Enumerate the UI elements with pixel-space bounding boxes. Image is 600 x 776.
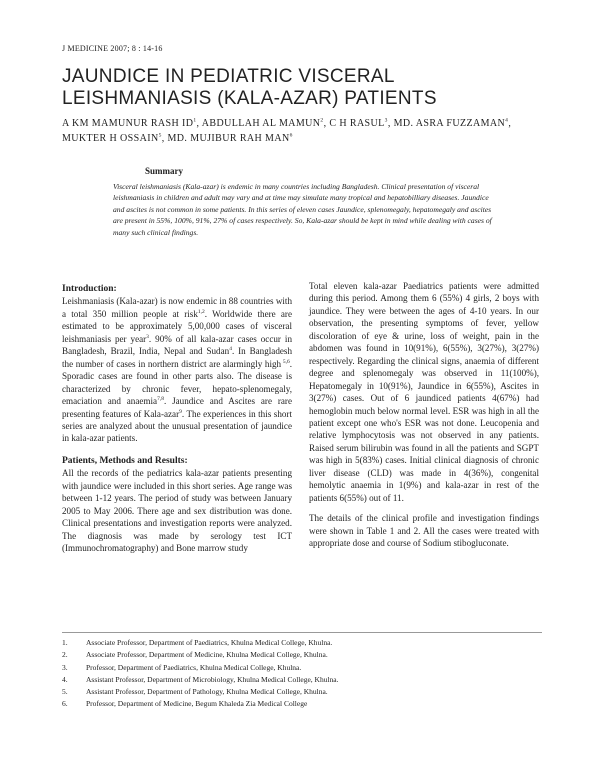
footnote-item: 2. Associate Professor, Department of Medicine, Khulna Medical College, Khulna.: [62, 650, 328, 660]
summary-text: Visceral leishmaniasis (Kala-azar) is endemic in many countries including Bangladesh. Clinical presentation of visceral leishmaniasis in children and adult may vary and at time may simulate many tropical and hepatobilliary diseases. Jaundice and ascites is not common in some patients. In this series of eleven cases Jaundice, splenomegaly, hepatomegaly and ascites are present in 55%, 100%, 91%, 27% of cases respectively. So, Kala-azar should be kept in mind while dealing with cases of many such clinical findings.: [113, 182, 492, 237]
results-paragraph: Total eleven kala-azar Paediatrics patients were admitted during this period. Among them 6 (55%) 4 girls, 2 boys with jaundice. They were between the ages of 4-10 years. In our observation, the presenting symptoms of fever, yellow discoloration of eye & urine, loss of weight, pain in the abdomen was found in 10(91%), 6(55%), 3(27%), 3(27%) respectively. Regarding the clinical signs, anaemia of different degree and splenomegaly was observed in 11(100%), Hepatomegaly in 10(91%), Jaundice in 6(55%), Ascites in 3(27%) cases. Out of 6 jaundiced patients 4(67%) had hemoglobin much below normal level. ESR was high in all the patient except one who's ESR was not done. Leucopenia and relative lymphocytosis was not observed in any patients. Raised serum bilirubin was found in all the patients and SGPT was high in 5(83%) cases. Initial clinical diagnosis of chronic liver disease (CLD) was made in 4(36%), congenital hemolytic anaemia in 1(9%) and kala-azar in rest of the patients 6(55%) out of 11.: [309, 281, 539, 503]
author-2: , ABDULLAH AL MAMUN: [196, 118, 321, 129]
author-6-affiliation: 6: [289, 132, 293, 139]
methods-paragraph: All the records of the pediatrics kala-azar patients presenting with jaundice were included in this short series. Age range was between 1-12 years. The period of study was between January 2005 to May 2006. There age and sex distribution was done. Clinical presentations and investigation reports were analyzed. The diagnosis was made by serology test ICT (Immunochromatography) and Bone marrow study: [62, 468, 292, 554]
footnote-item: 3. Professor, Department of Paediatrics, Khulna Medical College, Khulna.: [62, 662, 302, 672]
methods-heading: Patients, Methods and Results:: [62, 455, 188, 466]
title-line-1: JAUNDICE IN PEDIATRIC VISCERAL: [62, 66, 395, 87]
treatment-paragraph: The details of the clinical profile and investigation findings were shown in Table 1 and 2. All the cases were treated with appropriate dose and course of Sodium stibogluconate.: [309, 513, 539, 549]
author-1: A KM MAMUNUR RASH ID: [62, 118, 194, 129]
author-6: , MD. MUJIBUR RAH MAN: [161, 133, 290, 144]
author-5: , MUKTER H OSSAIN: [62, 118, 512, 144]
author-4-affiliation: 4: [505, 117, 509, 124]
article-title: [62, 66, 562, 110]
left-column: [62, 283, 292, 555]
affiliation-footnotes: [62, 637, 542, 711]
introduction-paragraph: Leishmaniasis (Kala-azar) is now endemic in 88 countries with a total 350 million people at risk$^{1,2}$. Worldwide there are estimated to be approximately 5,00,000 cases of visceral leishmaniasis per year$^3$. 90% of all kala-azar cases occur in Bangladesh, Brazil, India, Nepal and Sudan$^4$. In Bangladesh the number of cases in northern district are alarmingly high $^{5,6}$. Sporadic cases are found in other parts also. The disease is characterized by chronic fever, hepato-splenomegaly, emaciation and anaemia$^{7,8}$. Jaundice and Ascites are rare presenting features of Kala-azar$^9$. The experiences in this short series are analyzed about the unusual presentation of jaundice in kala-azar patients.: [62, 296, 292, 444]
author-3: , C H RASUL: [323, 118, 385, 129]
title-line-2: LEISHMANIASIS (KALA-AZAR) PATIENTS: [62, 88, 437, 109]
summary-heading: Summary: [145, 166, 183, 176]
author-list: [62, 116, 542, 146]
journal-citation: J MEDICINE 2007; 8 : 14-16: [62, 44, 163, 53]
right-column: [309, 280, 539, 550]
footnote-item: 1. Associate Professor, Department of Paediatrics, Khulna Medical College, Khulna.: [62, 638, 333, 647]
footnote-divider: [62, 632, 542, 633]
footnote-item: 5. Assistant Professor, Department of Pathology, Khulna Medical College, Khulna.: [62, 687, 328, 697]
author-2-affiliation: 2: [320, 117, 324, 124]
introduction-heading: Introduction:: [62, 284, 117, 294]
footnote-item: 4. Assistant Professor, Department of Microbiology, Khulna Medical College, Khulna.: [62, 674, 339, 684]
author-1-affiliation: 1: [193, 117, 197, 124]
author-4: , MD. ASRA FUZZAMAN: [387, 118, 506, 129]
author-5-affiliation: 5: [158, 132, 162, 139]
author-3-affiliation: 3: [384, 117, 388, 124]
footnote-item: 6. Professor, Department of Medicine, Begum Khaleda Zia Medical College: [62, 699, 308, 709]
